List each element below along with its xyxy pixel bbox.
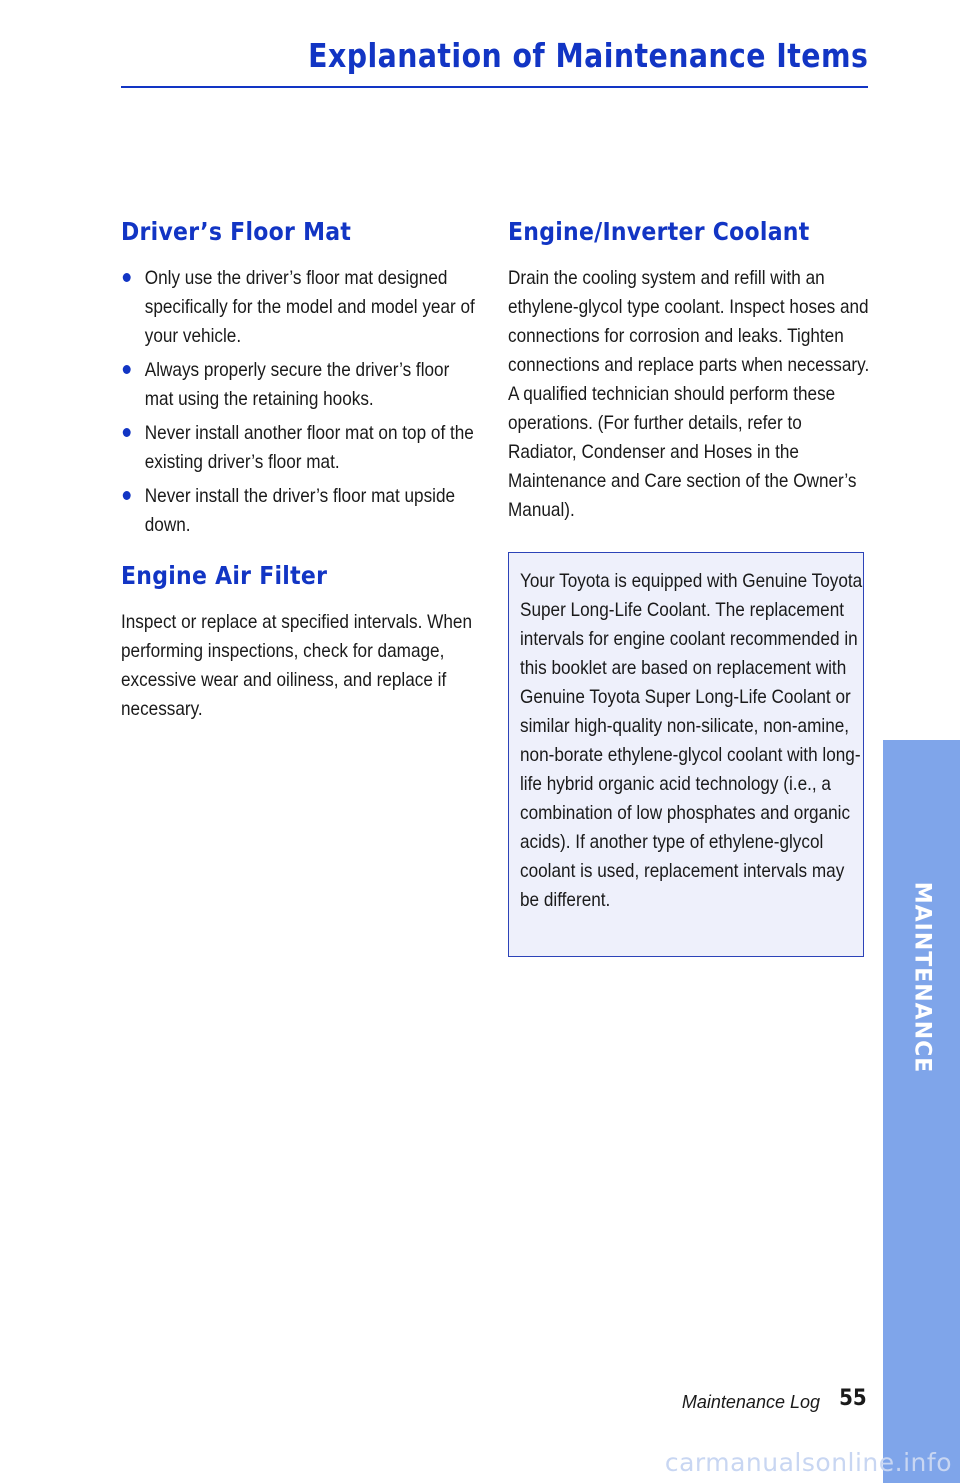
list-item xyxy=(121,482,480,540)
bullet-text: Always properly secure the driver’s floor mat using the retaining hooks. xyxy=(144,359,450,410)
drivers-floor-mat-section xyxy=(121,214,479,540)
list-item xyxy=(121,419,480,477)
page-number: 55 xyxy=(839,1386,867,1411)
page-title: Explanation of Maintenance Items xyxy=(307,36,868,75)
bullet-text: Only use the driver’s floor mat designed specifically for the model and model year of your vehicle. xyxy=(144,267,475,347)
bullet-text: Never install another floor mat on top of the existing driver’s floor mat. xyxy=(144,422,474,473)
drivers-floor-mat-body xyxy=(121,264,480,540)
engine-inverter-coolant-heading: Engine/Inverter Coolant xyxy=(508,217,810,246)
engine-inverter-coolant-body: Drain the cooling system and refill with an ethylene-glycol type coolant. Inspect hoses and connections for corrosion and leaks. Tighten connections and replace parts when necessary. A qualified technician should perform these operations. (For further details, refer to Radiator, Condenser and Hoses in the Maintenance and Care section of the Owner’s Manual). xyxy=(508,267,870,521)
engine-air-filter-section xyxy=(121,558,479,724)
watermark: carmanualsonline.info xyxy=(664,1448,952,1477)
bullet-icon xyxy=(123,365,131,374)
footer-label: Maintenance Log xyxy=(681,1392,820,1412)
bullet-icon xyxy=(123,491,131,500)
left-column xyxy=(121,214,479,738)
title-divider xyxy=(121,86,868,88)
list-item xyxy=(121,264,480,351)
drivers-floor-mat-heading: Driver’s Floor Mat xyxy=(121,217,352,246)
coolant-notice-text: Your Toyota is equipped with Genuine Toyota Super Long-Life Coolant. The replacement intervals for engine coolant recommended in this booklet are based on replacement with Genuine Toyota Super Long-Life Coolant or similar high-quality non-silicate, non-amine, non-borate ethylene-glycol coolant with long-life hybrid organic acid technology (i.e., a combination of low phosphates and organic acids). If another type of ethylene-glycol coolant is used, replacement intervals may be different. xyxy=(520,570,863,911)
engine-inverter-coolant-section xyxy=(508,214,870,525)
bullet-text: Never install the driver’s floor mat upside down. xyxy=(144,485,456,536)
bullet-icon xyxy=(123,273,131,282)
section-side-tab xyxy=(883,740,960,1483)
right-column xyxy=(508,214,870,525)
bullet-icon xyxy=(123,428,131,437)
engine-air-filter-heading: Engine Air Filter xyxy=(121,561,328,590)
coolant-notice-box xyxy=(508,552,864,957)
side-tab-label: MAINTENANCE xyxy=(909,881,934,1074)
drivers-floor-mat-list xyxy=(121,264,480,540)
list-item xyxy=(121,356,480,414)
engine-air-filter-body: Inspect or replace at specified intervals. When performing inspections, check for damage, excessive wear and oiliness, and replace if necessary. xyxy=(121,611,473,720)
